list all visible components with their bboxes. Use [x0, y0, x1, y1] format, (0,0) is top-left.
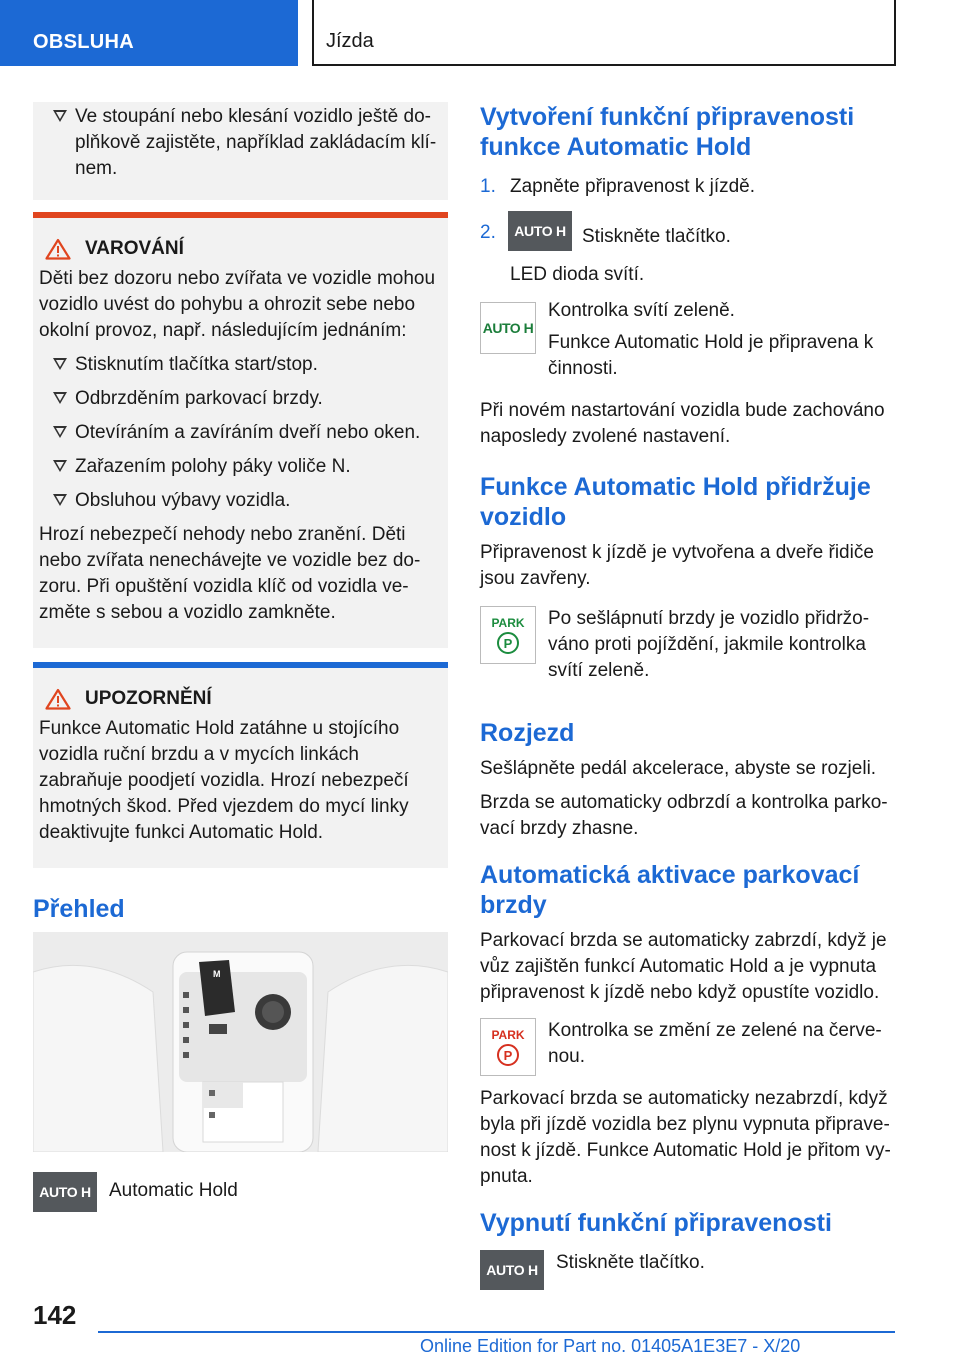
warning-intro: Děti bez dozoru nebo zvířata ve vozidle mohou vozidlo uvést do pohybu a ohrozit sebe nebo okolní provoz, např. následujícím jednáním:	[39, 268, 436, 341]
list-item: Zařazením polohy páky voliče N.	[39, 454, 442, 480]
indicator-row: AUTO H Kontrolka svítí zeleně. Funkce Automatic Hold je připravena k činnosti.	[480, 298, 896, 388]
restart-note: Při novém nastartování vozidla bude zachováno naposledy zvolené nastavení.	[480, 400, 885, 447]
list-item: Ve stoupání nebo klesání vozidlo ještě do-plňkově zajistěte, například zakládacím klí-nem.	[39, 104, 442, 182]
console-illustration	[33, 932, 448, 1152]
step-number: 1.	[480, 176, 496, 197]
caution-title: UPOZORNĚNÍ	[39, 688, 442, 710]
park-indicator-red-icon: PARK P	[480, 1018, 536, 1076]
triangle-bullet-icon	[53, 426, 67, 438]
center-console-photo	[33, 932, 448, 1152]
chapter-label: Jízda	[326, 30, 374, 52]
auto-hold-indicator-icon: AUTO H	[480, 302, 536, 354]
step-number: 2.	[480, 222, 496, 243]
warning-title: VAROVÁNÍ	[39, 238, 442, 260]
list-item: Otevíráním a zavíráním dveří nebo oken.	[39, 420, 442, 446]
edition-link[interactable]: Online Edition for Part no. 01405A1E3E7 - X/20	[420, 1336, 801, 1356]
top-note	[33, 102, 448, 200]
page-number: 142	[33, 1300, 77, 1330]
park-indicator-green-icon: PARK P	[480, 606, 536, 664]
triangle-bullet-icon	[53, 460, 67, 472]
brand-logo: M	[213, 969, 221, 979]
right-column: Vytvoření funkční připravenosti funkce Automatic Hold 1. Zapněte připravenost k jízdě. 2. AUTO H Stiskněte tlačítko. LED dioda svítí. AUTO H Kontrolka svítí zeleně. Funkce Automatic Hold je připravena k činnosti. Při novém nastartování vozidla bude zachováno naposledy zvolené nastavení. Funkce Automatic Hold přidržuje vozidlo Připravenost k jízdě je vytvořena a dveře řidiče jsou zavřeny. PARK P Po sešlápnutí brzdy je vozidlo přidržo-váno proti pojíždění, jakmile kontrolka svítí zeleně. Rozjezd Sešlápněte pedál akcelerace, abyste se rozjeli. Brzda se automaticky odbrzdí a kontrolka parko-vací brzdy zhasne. Automatická aktivace parkovací brzdy Parkovací brzda se automaticky zabrzdí, když je vůz zajištěn funkcí Automatic Hold a je vypnuta připravenost k jízdě nebo když opustíte vozidlo. PARK P Kontrolka se změní ze zelené na červe-nou. Parkovací brzda se automaticky nezabrzdí, když byla při jízdě vozidla bez plynu vypnuta připrave-nost k jízdě. Funkce Automatic Hold je přitom vy-pnuta. Vypnutí funkční připravenosti AUTO H Stiskněte tlačítko.	[480, 102, 896, 1300]
overview-heading: Přehled	[33, 895, 125, 923]
indicator-row: PARK P Kontrolka se změní ze zelené na červe-nou.	[480, 1018, 896, 1076]
auto-hold-button-icon: AUTO H	[480, 1250, 544, 1290]
step-result: LED dioda svítí.	[510, 264, 645, 285]
footer-divider	[98, 1331, 895, 1333]
warning-triangle-icon	[45, 688, 71, 710]
triangle-bullet-icon	[53, 494, 67, 506]
list-item: Obsluhou výbavy vozidla.	[39, 488, 442, 514]
section-heading: Funkce Automatic Hold přidržuje vozidlo	[480, 473, 871, 531]
caution-box	[33, 662, 448, 868]
auto-hold-button-icon: AUTO H	[508, 211, 572, 251]
section-tab	[0, 0, 298, 66]
section-heading: Automatická aktivace parkovací brzdy	[480, 861, 860, 919]
section-heading: Rozjezd	[480, 719, 575, 747]
warning-box	[33, 212, 448, 648]
indicator-row: PARK P Po sešlápnutí brzdy je vozidlo přidržo-váno proti pojíždění, jakmile kontrolka svítí zeleně.	[480, 606, 896, 690]
warning-outro: Hrozí nebezpečí nehody nebo zranění. Děti nebo zvířata nenechávejte ve vozidle bez do-zoru. Při opuštění vozidla klíč od vozidla ve-změte s sebou a vozidlo zamkněte.	[39, 524, 421, 623]
list-item: Stisknutím tlačítka start/stop.	[39, 352, 442, 378]
indicator-row: AUTO H Stiskněte tlačítko.	[480, 1250, 896, 1290]
section-heading: Vytvoření funkční připravenosti funkce Automatic Hold	[480, 103, 855, 161]
chapter-tab	[312, 0, 896, 66]
triangle-bullet-icon	[53, 358, 67, 370]
section-label: OBSLUHA	[33, 31, 134, 53]
triangle-bullet-icon	[53, 110, 67, 122]
caution-text: Funkce Automatic Hold zatáhne u stojícího vozidla ruční brzdu a v mycích linkách zabraňuje poodjetí vozidla. Hrozí nebezpečí hmotných škod. Před vjezdem do mycí linky deaktivujte funkci Automatic Hold.	[39, 718, 409, 843]
auto-hold-caption: Automatic Hold	[109, 1180, 238, 1201]
step-item: 2. AUTO H Stiskněte tlačítko.	[480, 210, 896, 252]
auto-hold-caption-row	[33, 1172, 448, 1212]
auto-hold-button-icon: AUTO H	[33, 1172, 97, 1212]
triangle-bullet-icon	[53, 392, 67, 404]
step-item: 1. Zapněte připravenost k jízdě.	[480, 174, 896, 200]
section-heading: Vypnutí funkční připravenosti	[480, 1209, 832, 1237]
warning-triangle-icon	[45, 238, 71, 260]
left-column	[33, 102, 448, 1222]
list-item: Odbrzděním parkovací brzdy.	[39, 386, 442, 412]
